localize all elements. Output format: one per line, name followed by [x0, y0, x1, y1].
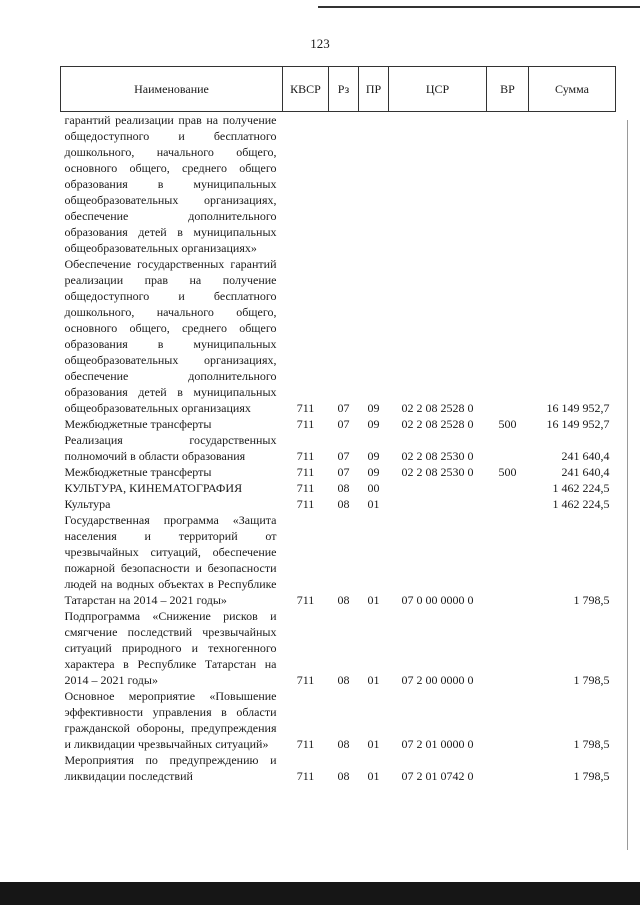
sheet-edge — [627, 120, 628, 850]
cell-kvsr: 711 — [296, 593, 315, 607]
table-body — [61, 112, 616, 785]
cell-pr: 01 — [367, 737, 380, 751]
scan-bottom-band — [0, 882, 640, 905]
cell-vr — [487, 688, 529, 752]
cell-rz: 07 — [337, 401, 350, 415]
cell-csr: 07 0 00 0000 0 — [401, 593, 474, 607]
cell-pr: 09 — [367, 449, 380, 463]
cell-pr: 01 — [367, 497, 380, 511]
cell-kvsr: 711 — [296, 769, 315, 783]
cell-kvsr: 711 — [296, 673, 315, 687]
table-row — [61, 608, 616, 688]
cell-pr: 01 — [367, 593, 380, 607]
top-rule — [318, 6, 640, 8]
header-sum: Сумма — [529, 67, 616, 112]
cell-csr: 02 2 08 2528 0 — [401, 401, 474, 415]
cell-rz: 08 — [337, 481, 350, 495]
header-row — [61, 67, 616, 112]
cell-kvsr: 711 — [296, 481, 315, 495]
cell-pr — [359, 112, 389, 257]
cell-name: Государственная программа «Защита населения и территорий от чрезвычайных ситуаций, обеспечение пожарной безопасности и безопасности людей на водных объектах в Республике Татарстан на 2014 – 2021 годы» — [64, 513, 277, 607]
cell-sum: 1 462 224,5 — [552, 481, 610, 495]
cell-pr: 09 — [367, 401, 380, 415]
table-row — [61, 480, 616, 496]
cell-name: гарантий реализации прав на получение общедоступного и бесплатного дошкольного, начального общего, основного общего, среднего общего образования в муниципальных общеобразовательных организациях, обеспечение дополнительного образования детей в муниципальных общеобразовательных организациях» — [64, 113, 277, 255]
cell-kvsr: 711 — [296, 465, 315, 479]
cell-kvsr: 711 — [296, 449, 315, 463]
cell-vr — [487, 432, 529, 464]
cell-csr — [389, 496, 487, 512]
cell-sum: 1 798,5 — [573, 769, 610, 783]
cell-csr: 02 2 08 2528 0 — [401, 417, 474, 431]
cell-name: Межбюджетные трансферты — [64, 465, 212, 479]
cell-sum: 241 640,4 — [561, 449, 610, 463]
cell-vr — [487, 480, 529, 496]
table-row — [61, 688, 616, 752]
table-row — [61, 496, 616, 512]
table-row — [61, 464, 616, 480]
cell-vr — [487, 512, 529, 608]
header-csr: ЦСР — [389, 67, 487, 112]
cell-kvsr: 711 — [296, 497, 315, 511]
page-number: 123 — [310, 36, 330, 51]
cell-sum: 241 640,4 — [561, 465, 610, 479]
cell-kvsr: 711 — [296, 737, 315, 751]
cell-sum: 16 149 952,7 — [546, 401, 610, 415]
header-pr: ПР — [359, 67, 389, 112]
cell-csr: 07 2 01 0742 0 — [401, 769, 474, 783]
table-row — [61, 432, 616, 464]
budget-table — [60, 66, 616, 784]
cell-csr: 02 2 08 2530 0 — [401, 465, 474, 479]
cell-sum: 1 798,5 — [573, 673, 610, 687]
cell-rz: 07 — [337, 465, 350, 479]
cell-name: Мероприятия по предупреждению и ликвидации последствий — [64, 753, 277, 783]
table-row — [61, 512, 616, 608]
cell-vr — [487, 752, 529, 784]
cell-sum: 16 149 952,7 — [546, 417, 610, 431]
cell-csr: 02 2 08 2530 0 — [401, 449, 474, 463]
cell-sum: 1 798,5 — [573, 737, 610, 751]
cell-rz: 08 — [337, 497, 350, 511]
cell-name: Межбюджетные трансферты — [64, 417, 212, 431]
cell-vr: 500 — [498, 417, 517, 431]
header-kvsr: КВСР — [283, 67, 329, 112]
cell-name: Культура — [64, 497, 111, 511]
cell-csr: 07 2 00 0000 0 — [401, 673, 474, 687]
cell-vr — [487, 496, 529, 512]
cell-pr: 00 — [367, 481, 380, 495]
cell-csr — [389, 112, 487, 257]
table-row — [61, 256, 616, 416]
table-row — [61, 416, 616, 432]
cell-pr: 09 — [367, 465, 380, 479]
cell-vr — [487, 112, 529, 257]
cell-rz — [329, 112, 359, 257]
cell-rz: 08 — [337, 673, 350, 687]
cell-sum — [529, 112, 616, 257]
cell-kvsr: 711 — [296, 401, 315, 415]
cell-vr: 500 — [498, 465, 517, 479]
table-row — [61, 112, 616, 257]
table-row — [61, 752, 616, 784]
cell-name: Основное мероприятие «Повышение эффективности управления в области гражданской обороны, предупреждения и ликвидации чрезвычайных ситуаций» — [64, 689, 277, 751]
cell-csr — [389, 480, 487, 496]
cell-rz: 08 — [337, 737, 350, 751]
cell-pr: 01 — [367, 769, 380, 783]
header-name: Наименование — [61, 67, 283, 112]
cell-csr: 07 2 01 0000 0 — [401, 737, 474, 751]
cell-rz: 08 — [337, 769, 350, 783]
header-vr: ВР — [487, 67, 529, 112]
cell-vr — [487, 256, 529, 416]
cell-pr: 01 — [367, 673, 380, 687]
cell-rz: 07 — [337, 417, 350, 431]
cell-kvsr: 711 — [296, 417, 315, 431]
cell-name: Подпрограмма «Снижение рисков и смягчение последствий чрезвычайных ситуаций природного и техногенного характера в Республике Татарстан на 2014 – 2021 годы» — [64, 609, 277, 687]
cell-name: Реализация государственных полномочий в области образования — [64, 433, 277, 463]
cell-vr — [487, 608, 529, 688]
cell-rz: 08 — [337, 593, 350, 607]
cell-name: КУЛЬТУРА, КИНЕМАТОГРАФИЯ — [64, 481, 243, 495]
cell-name: Обеспечение государственных гарантий реализации прав на получение общедоступного и бесплатного дошкольного, начального общего, основного общего, среднего общего образования в муниципальных общеобразовательных организациях, обеспечение дополнительного образования детей в муниципальных общеобразовательных организациях — [64, 257, 277, 415]
cell-sum: 1 798,5 — [573, 593, 610, 607]
cell-rz: 07 — [337, 449, 350, 463]
cell-sum: 1 462 224,5 — [552, 497, 610, 511]
header-rz: Рз — [329, 67, 359, 112]
cell-pr: 09 — [367, 417, 380, 431]
cell-kvsr — [283, 112, 329, 257]
